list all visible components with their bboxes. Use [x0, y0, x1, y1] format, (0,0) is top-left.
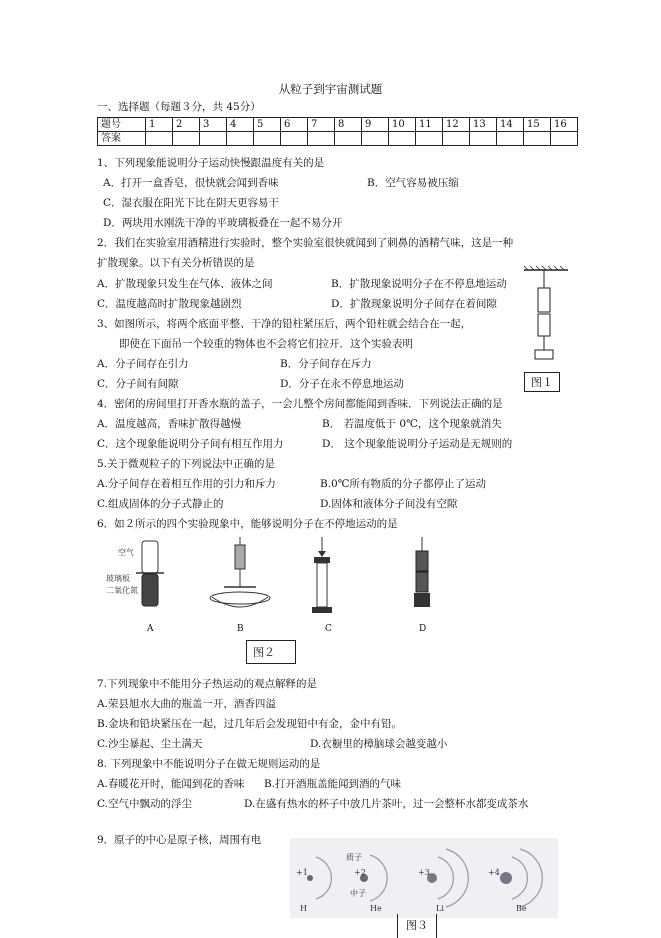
question-7-stem: 7.下列现象中不能用分子热运动的观点解释的是 — [97, 678, 318, 690]
table-cell: 14 — [497, 118, 524, 132]
q5-option-c: C.组成固体的分子式静止的 — [97, 498, 224, 510]
q5-option-d: D.固体和液体分子间没有空隙 — [320, 498, 458, 510]
neutron-label: 中子 — [350, 889, 366, 898]
answer-cell[interactable] — [308, 132, 335, 146]
lithium-atom-diagram — [416, 843, 476, 913]
question-2-stem: 2．我们在实验室用酒精进行实验时，整个实验室很快就闻到了刺鼻的酒精气味，这是一种 — [97, 237, 514, 249]
q8-option-c: C.空气中飘动的浮尘 — [97, 798, 192, 810]
q2-option-c: C．温度越高时扩散现象越剧烈 — [97, 298, 242, 310]
fig2-label-d: D — [419, 624, 427, 634]
answer-cell[interactable] — [227, 132, 254, 146]
q3-option-a: A．分子间存在引力 — [97, 358, 189, 370]
table-cell: 2 — [173, 118, 200, 132]
answer-cell[interactable] — [173, 132, 200, 146]
q7-option-b: B.金块和铅块紧压在一起，过几年后会发现铅中有金，金中有铅。 — [97, 718, 403, 730]
q4-option-b: B． 若温度低于 0℃，这个现象就消失 — [322, 418, 502, 430]
answer-cell[interactable] — [443, 132, 470, 146]
fig2-label-c: C — [325, 624, 332, 634]
table-header-cell: 答案 — [98, 132, 146, 146]
answer-cell[interactable] — [335, 132, 362, 146]
fig2-label-no2: 二氧化氮 — [106, 586, 138, 595]
q2-option-d: D．扩散现象说明分子间存在着间隙 — [331, 298, 497, 310]
atom-label-he: He — [370, 904, 382, 913]
question-9-stem: 9．原子的中心是原子核，周围有电 — [97, 834, 262, 846]
table-cell: 16 — [551, 118, 578, 132]
answer-cell[interactable] — [389, 132, 416, 146]
table-cell: 11 — [416, 118, 443, 132]
fig2-label-a: A — [147, 624, 154, 634]
q8-option-d: D.在盛有热水的杯子中放几片茶叶，过一会整杯水都变成茶水 — [244, 798, 529, 810]
q3-option-c: C．分子间有间隙 — [97, 378, 179, 390]
figure-1-label: 图１ — [524, 372, 560, 392]
q5-option-b: B.0℃所有物质的分子都停止了运动 — [320, 478, 486, 490]
q4-option-a: A．温度越高，香味扩散得越慢 — [97, 418, 242, 430]
table-cell: 12 — [443, 118, 470, 132]
table-header-cell: 题号 — [98, 118, 146, 132]
fig2-label-air: 空气 — [118, 548, 134, 557]
fig2-label-b: B — [237, 624, 244, 634]
proton-label: 质子 — [346, 853, 362, 862]
q2-option-b: B．扩散现象说明分子在不停息地运动 — [331, 278, 507, 290]
q1-option-c: C．湿衣服在阳光下比在阴天更容易干 — [103, 197, 280, 209]
question-4-stem: 4．密闭的房间里打开香水瓶的盖子，一会儿整个房间都能闻到香味．下列说法正确的是 — [97, 398, 503, 410]
hydrogen-charge: +1 — [296, 868, 308, 877]
atom-label-li: Li — [436, 904, 444, 913]
answer-cell[interactable] — [551, 132, 578, 146]
beryllium-atom-diagram — [490, 843, 550, 913]
table-cell: 4 — [227, 118, 254, 132]
question-2-stem-cont: 扩散现象。以下有关分析错误的是 — [97, 257, 255, 269]
table-cell: 9 — [362, 118, 389, 132]
answer-table — [97, 117, 578, 146]
figure-3-label: 图３ — [397, 914, 437, 938]
q2-option-a: A．扩散现象只发生在气体、液体之间 — [97, 278, 273, 290]
section-heading: 一、选择题（每题３分，共 45分） — [97, 101, 261, 113]
fig2-label-glass: 玻璃板 — [106, 574, 130, 583]
atom-label-be: Be — [516, 904, 527, 913]
table-row — [98, 132, 578, 146]
question-3-stem: 3、如图所示，将两个底面平整、干净的铅柱紧压后，两个铅柱就会结合在一起， — [97, 318, 472, 330]
table-cell: 5 — [254, 118, 281, 132]
q1-option-d: D．两块用水刚洗干净的平玻璃板叠在一起不易分开 — [103, 217, 343, 229]
q3-option-d: D．分子在永不停息地运动 — [280, 378, 404, 390]
q1-option-a: A．打开一盒香皂，很快就会闻到香味 — [103, 177, 279, 189]
lead-cylinder-figure — [522, 266, 570, 360]
table-cell: 15 — [524, 118, 551, 132]
q4-option-c: C．这个现象能说明分子间有相互作用力 — [97, 438, 284, 450]
table-cell: 6 — [281, 118, 308, 132]
table-cell: 8 — [335, 118, 362, 132]
table-cell: 7 — [308, 118, 335, 132]
question-3-stem-cont: 即使在下面吊一个较重的物体也不会将它们拉开．这个实验表明 — [119, 338, 413, 350]
helium-charge: +2 — [354, 868, 366, 877]
table-cell: 10 — [389, 118, 416, 132]
answer-cell[interactable] — [146, 132, 173, 146]
q1-option-b: B．空气容易被压缩 — [367, 177, 459, 189]
lithium-charge: +3 — [418, 868, 430, 877]
atom-label-h: H — [300, 904, 307, 913]
page-title: 从粒子到宇宙测试题 — [278, 82, 383, 96]
table-cell: 1 — [146, 118, 173, 132]
q5-option-a: A.分子间存在着相互作用的引力和斥力 — [97, 478, 276, 490]
table-cell: 13 — [470, 118, 497, 132]
answer-cell[interactable] — [200, 132, 227, 146]
q8-option-b: B.打开酒瓶盖能闻到酒的气味 — [264, 778, 402, 790]
question-1-stem: 1、下列现象能说明分子运动快慢跟温度有关的是 — [97, 157, 325, 169]
table-cell: 3 — [200, 118, 227, 132]
answer-cell[interactable] — [497, 132, 524, 146]
q4-option-d: D． 这个现象能说明分子运动是无规则的 — [322, 438, 513, 450]
question-6-stem: 6．如２所示的四个实验现象中，能够说明分子在不停地运动的是 — [97, 518, 398, 530]
answer-cell[interactable] — [281, 132, 308, 146]
table-row — [98, 118, 578, 132]
figure-2-label: 图２ — [246, 640, 296, 664]
answer-cell[interactable] — [254, 132, 281, 146]
q8-option-a: A.春暖花开时，能闻到花的香味 — [97, 778, 245, 790]
answer-cell[interactable] — [524, 132, 551, 146]
q7-option-a: A.荣县旭水大曲的瓶盖一开，酒香四溢 — [97, 698, 276, 710]
question-8-stem: 8. 下列现象中不能说明分子在做无规则运动的是 — [97, 758, 321, 770]
answer-cell[interactable] — [470, 132, 497, 146]
q3-option-b: B．分子间存在斥力 — [280, 358, 372, 370]
question-5-stem: 5.关于微观粒子的下列说法中正确的是 — [97, 458, 276, 470]
beryllium-charge: +4 — [488, 868, 500, 877]
q7-option-d: D.衣橱里的樟脑球会越变越小 — [310, 738, 448, 750]
answer-cell[interactable] — [416, 132, 443, 146]
figure-3-atom-models — [290, 838, 558, 918]
hydrogen-atom-diagram — [292, 843, 352, 913]
answer-cell[interactable] — [362, 132, 389, 146]
q7-option-c: C.沙尘暴起、尘土满天 — [97, 738, 203, 750]
figure-2-experiments — [100, 535, 460, 640]
